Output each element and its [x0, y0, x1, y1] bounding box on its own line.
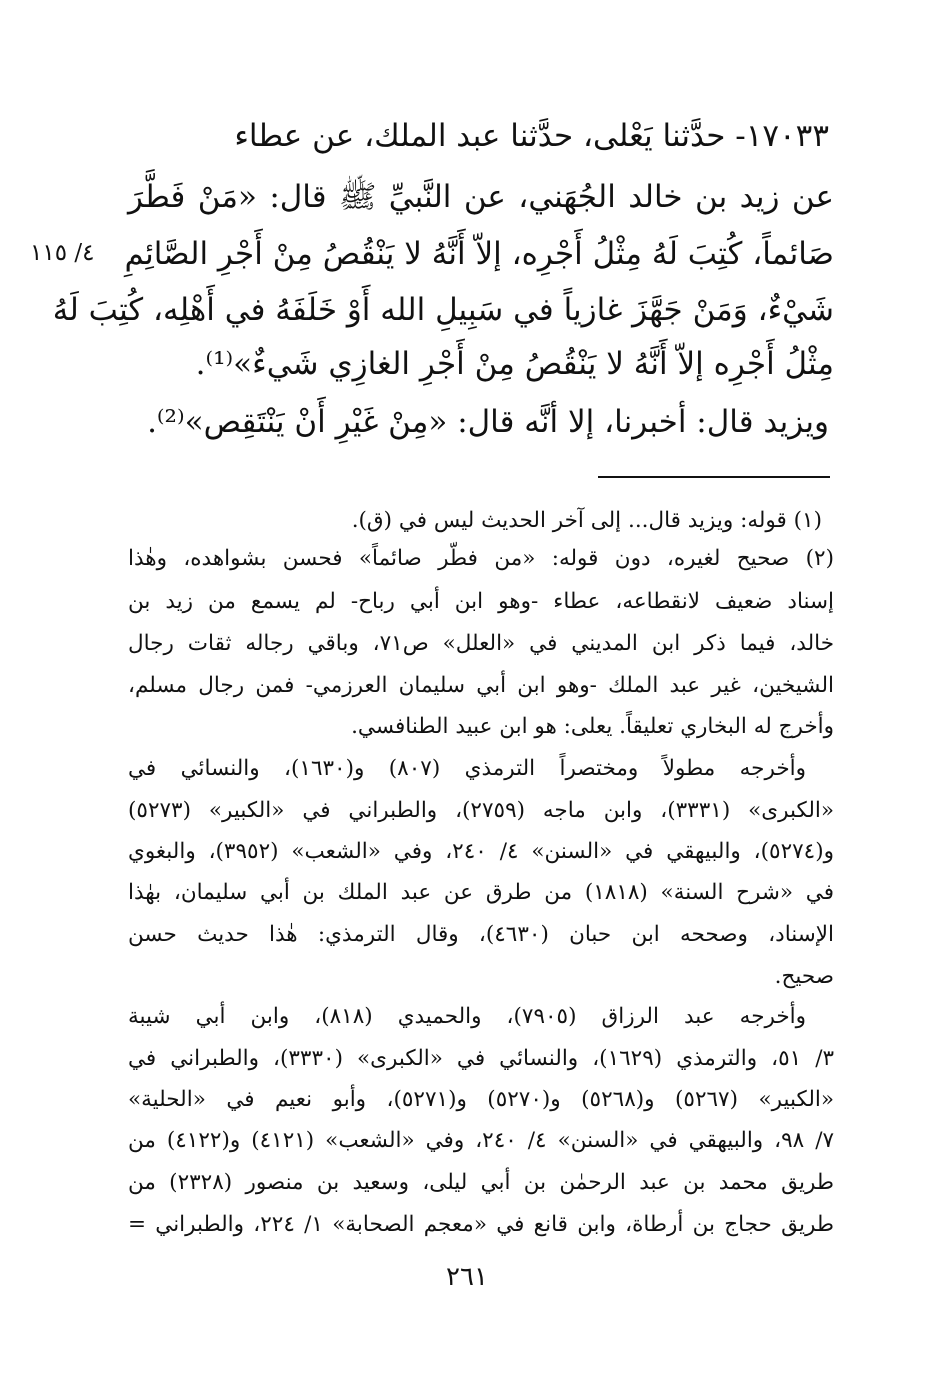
footnote-line: (١) قوله: ويزيد قال... إلى آخر الحديث ليس في (ق).	[351, 508, 822, 533]
footnote-line: خالد، فيما ذكر ابن المديني في «العلل» ص٧١، وباقي رجاله ثقات رجال	[128, 631, 834, 656]
footnote-line: وأخرج له البخاري تعليقاً. يعلى: هو ابن عبيد الطنافسي.	[351, 714, 834, 739]
hadith-line-3: صَائماً، كُتِبَ لَهُ مِثْلُ أَجْرِه، إلاّ أَنَّهُ لا يَنْقُصُ مِنْ أَجْرِ الصَّائِمِ	[124, 236, 834, 272]
footnote-line: وأخرجه عبد الرزاق (٧٩٠٥)، والحميدي (٨١٨)، وابن أبي شيبة	[128, 1004, 806, 1029]
footnote-line: إسناد ضعيف لانقطاعه، عطاء -وهو ابن أبي رباح- لم يسمع من زيد بن	[128, 589, 834, 614]
footnote-separator	[598, 476, 830, 478]
hadith-line-2: عن زيد بن خالد الجُهَني، عن النَّبيِّ ﷺ قال: «مَنْ فَطَّرَ	[128, 179, 834, 215]
page-number: ٢٦١	[446, 1262, 488, 1292]
footnote-line: طريق محمد بن عبد الرحمٰن بن أبي ليلى، وسعيد بن منصور (٢٣٢٨) من	[128, 1170, 834, 1195]
hadith-line-4: شَيْءٌ، وَمَنْ جَهَّزَ غازياً في سَبِيلِ الله أَوْ خَلَفَهُ في أَهْلِه، كُتِبَ لَهُ	[52, 292, 834, 328]
footnote-line: الإسناد، وصححه ابن حبان (٤٦٣٠)، وقال الترمذي: هٰذا حديث حسن	[128, 922, 834, 947]
hadith-line-5: مِثْلُ أَجْرِه إلاّ أَنَّهُ لا يَنْقُصُ مِنْ أَجْرِ الغازِي شَيءٌ»⁽¹⁾.	[195, 346, 834, 382]
margin-volume-page-reference: ٤/ ١١٥	[30, 240, 95, 266]
footnote-line: (٢) صحيح لغيره، دون قوله: «من فطّر صائماً» فحسن بشواهده، وهٰذا	[128, 546, 834, 571]
footnote-line: ٧/ ٩٨، والبيهقي في «السنن» ٤/ ٢٤٠، وفي «الشعب» (٤١٢١) و(٤١٢٢) من	[128, 1128, 835, 1153]
footnote-line: «الكبرى» (٣٣٣١)، وابن ماجه (٢٧٥٩)، والطبراني في «الكبير» (٥٢٧٣)	[128, 798, 834, 823]
footnote-line: صحيح.	[774, 964, 834, 989]
footnote-line: وأخرجه مطولاً ومختصراً الترمذي (٨٠٧) و(١٦٣٠)، والنسائي في	[128, 756, 806, 781]
footnote-line: الشيخين، غير عبد الملك -وهو ابن أبي سليمان العرزمي- فمن رجال مسلم،	[128, 673, 834, 698]
hadith-line-1: ١٧٠٣٣- حدَّثنا يَعْلى، حدَّثنا عبد الملك، عن عطاء	[234, 118, 829, 154]
footnote-line: ٣/ ٥١، والترمذي (١٦٢٩)، والنسائي في «الكبرى» (٣٣٣٠)، والطبراني في	[128, 1046, 835, 1071]
hadith-line-6: ويزيد قال: أخبرنا، إلا أنَّه قال: «مِنْ غَيْرِ أَنْ يَنْتَقِص»⁽²⁾.	[147, 404, 829, 440]
footnote-line: في «شرح السنة» (١٨١٨) من طرق عن عبد الملك بن أبي سليمان، بهٰذا	[128, 880, 834, 905]
footnote-line: طريق حجاج بن أرطاة، وابن قانع في «معجم الصحابة» ١/ ٢٢٤، والطبراني =	[128, 1212, 834, 1237]
footnote-line: و(٥٢٧٤)، والبيهقي في «السنن» ٤/ ٢٤٠، وفي «الشعب» (٣٩٥٢)، والبغوي	[128, 839, 834, 864]
footnote-line: «الكبير» (٥٢٦٧) و(٥٢٦٨) و(٥٢٧٠) و(٥٢٧١)، وأبو نعيم في «الحلية»	[128, 1087, 834, 1112]
